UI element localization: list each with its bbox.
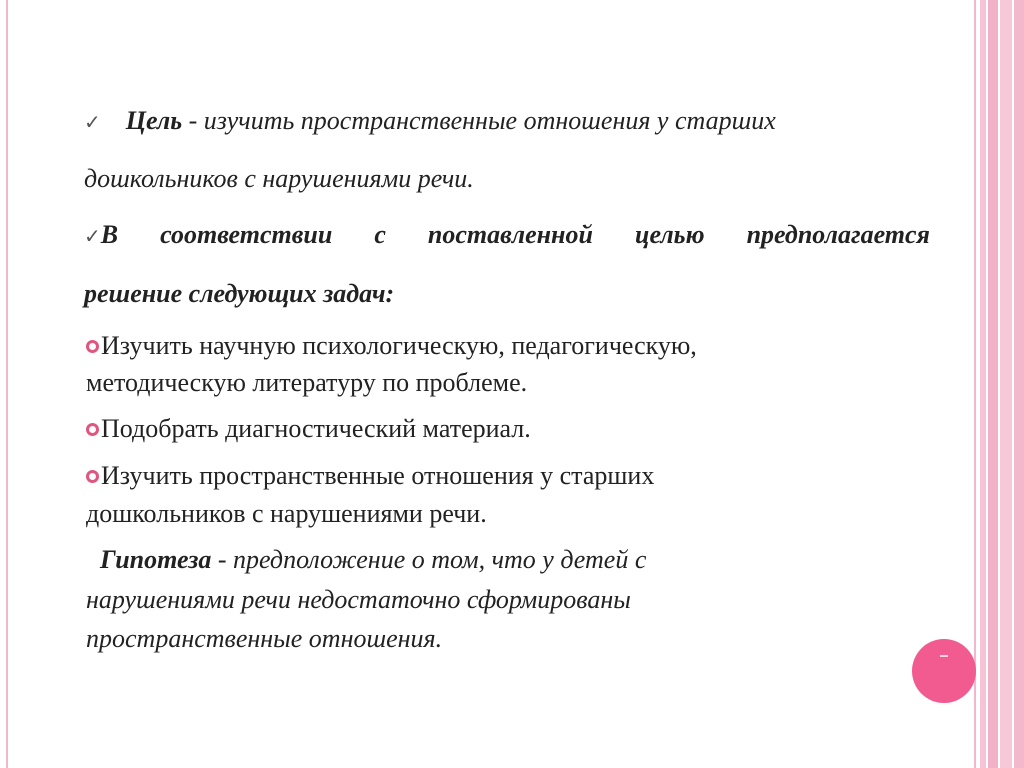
intro-word: целью [634, 220, 705, 249]
ring-bullet-icon [86, 423, 99, 436]
task-item-2 [86, 416, 531, 442]
task-text: Изучить пространственные отношения у старших [101, 461, 655, 490]
pink-circle-decoration [912, 639, 976, 703]
hypothesis-line-3: пространственные отношения. [86, 624, 443, 653]
circle-highlight [940, 655, 948, 657]
ring-bullet-icon [86, 470, 99, 483]
hypothesis-text-1: - предположение о том, что у детей с [211, 545, 647, 574]
goal-label: Цель [125, 106, 183, 135]
tasks-intro-line-1 [84, 222, 930, 248]
goal-dash: - [182, 106, 204, 135]
intro-word: предполагается [746, 220, 930, 249]
task-item-1-line-2: методическую литературу по проблеме. [86, 368, 528, 397]
intro-word: поставленной [427, 220, 593, 249]
task-text: Подобрать диагностический материал. [101, 414, 531, 443]
goal-line-2: дошкольников с нарушениями речи. [84, 164, 474, 193]
hypothesis-line-2: нарушениями речи недостаточно сформированы [86, 585, 631, 614]
goal-line-1 [84, 108, 776, 134]
checkmark-icon: ✓ [84, 110, 101, 134]
task-text: Изучить научную психологическую, педагогическую, [101, 331, 697, 360]
intro-word: В [100, 220, 119, 249]
intro-word: с [374, 220, 386, 249]
tasks-intro-line-2: решение следующих задач: [84, 279, 395, 308]
checkmark-icon: ✓ [84, 224, 101, 248]
task-item-3-line-1 [86, 463, 654, 489]
task-item-1-line-1 [86, 333, 697, 359]
tasks-intro-first [84, 222, 118, 248]
decorative-stripes [976, 0, 1024, 768]
ring-bullet-icon [86, 340, 99, 353]
goal-text-1: изучить пространственные отношения у старших [203, 106, 776, 135]
hypothesis-label: Гипотеза [100, 545, 212, 574]
task-item-3-line-2: дошкольников с нарушениями речи. [86, 499, 487, 528]
intro-word: соответствии [160, 220, 333, 249]
hypothesis-line-1 [100, 547, 646, 573]
